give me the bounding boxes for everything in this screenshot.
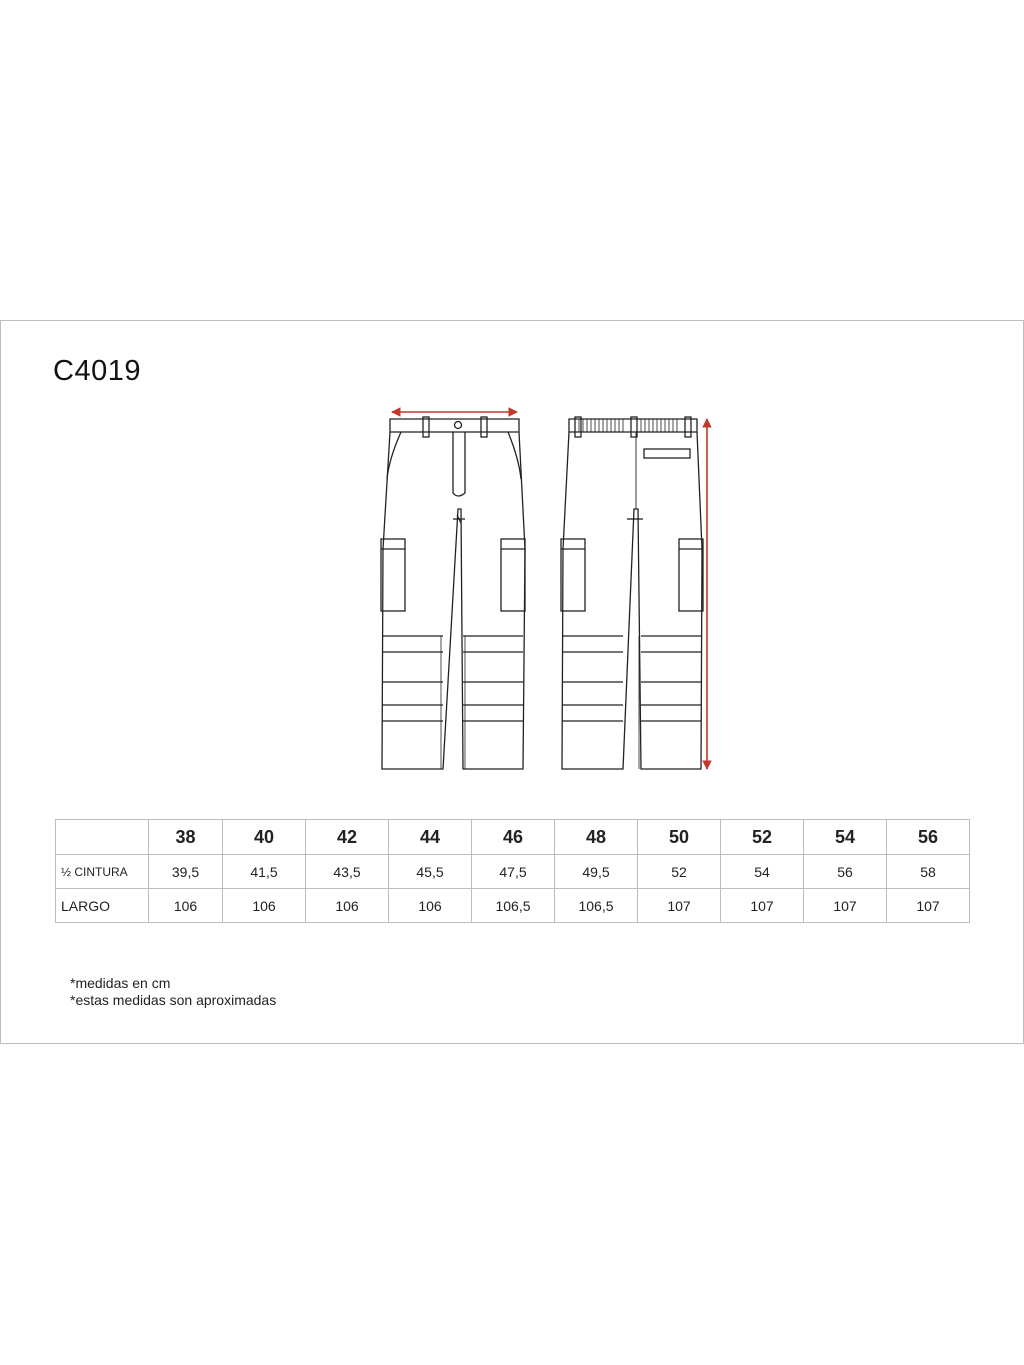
measurement-cell: 56 — [804, 855, 887, 889]
measurement-cell: 106,5 — [472, 889, 555, 923]
table-row — [56, 889, 970, 923]
note-units: *medidas en cm — [70, 975, 171, 991]
size-header-38: 38 — [149, 820, 223, 855]
measurement-cell: 54 — [721, 855, 804, 889]
table-corner-cell — [56, 820, 149, 855]
measurement-cell: 49,5 — [555, 855, 638, 889]
row-label: ½ CINTURA — [56, 855, 149, 889]
size-table — [55, 819, 970, 923]
measurement-cell: 106 — [389, 889, 472, 923]
size-header-50: 50 — [638, 820, 721, 855]
size-header-44: 44 — [389, 820, 472, 855]
measurement-cell: 107 — [804, 889, 887, 923]
measurement-notes — [70, 975, 276, 1009]
table-row — [56, 855, 970, 889]
size-chart-sheet — [0, 320, 1024, 1044]
measurement-cell: 47,5 — [472, 855, 555, 889]
trousers-front-icon — [381, 417, 525, 769]
size-header-40: 40 — [223, 820, 306, 855]
size-header-52: 52 — [721, 820, 804, 855]
measurement-cell: 52 — [638, 855, 721, 889]
measurement-cell: 107 — [638, 889, 721, 923]
size-header-54: 54 — [804, 820, 887, 855]
measurement-cell: 106,5 — [555, 889, 638, 923]
measurement-cell: 106 — [223, 889, 306, 923]
row-label: LARGO — [56, 889, 149, 923]
measurement-cell: 39,5 — [149, 855, 223, 889]
measurement-cell: 45,5 — [389, 855, 472, 889]
measurement-cell: 41,5 — [223, 855, 306, 889]
measurement-cell: 43,5 — [306, 855, 389, 889]
model-code-title: C4019 — [53, 355, 141, 387]
measurement-cell: 107 — [887, 889, 970, 923]
size-header-46: 46 — [472, 820, 555, 855]
measurement-cell: 107 — [721, 889, 804, 923]
trousers-technical-drawing — [361, 399, 731, 779]
size-header-42: 42 — [306, 820, 389, 855]
trousers-back-icon — [561, 417, 703, 769]
measurement-cell: 106 — [306, 889, 389, 923]
size-header-56: 56 — [887, 820, 970, 855]
note-approximate: *estas medidas son aproximadas — [70, 992, 277, 1008]
size-header-48: 48 — [555, 820, 638, 855]
size-header-row — [56, 820, 970, 855]
measurement-cell: 106 — [149, 889, 223, 923]
measurement-cell: 58 — [887, 855, 970, 889]
